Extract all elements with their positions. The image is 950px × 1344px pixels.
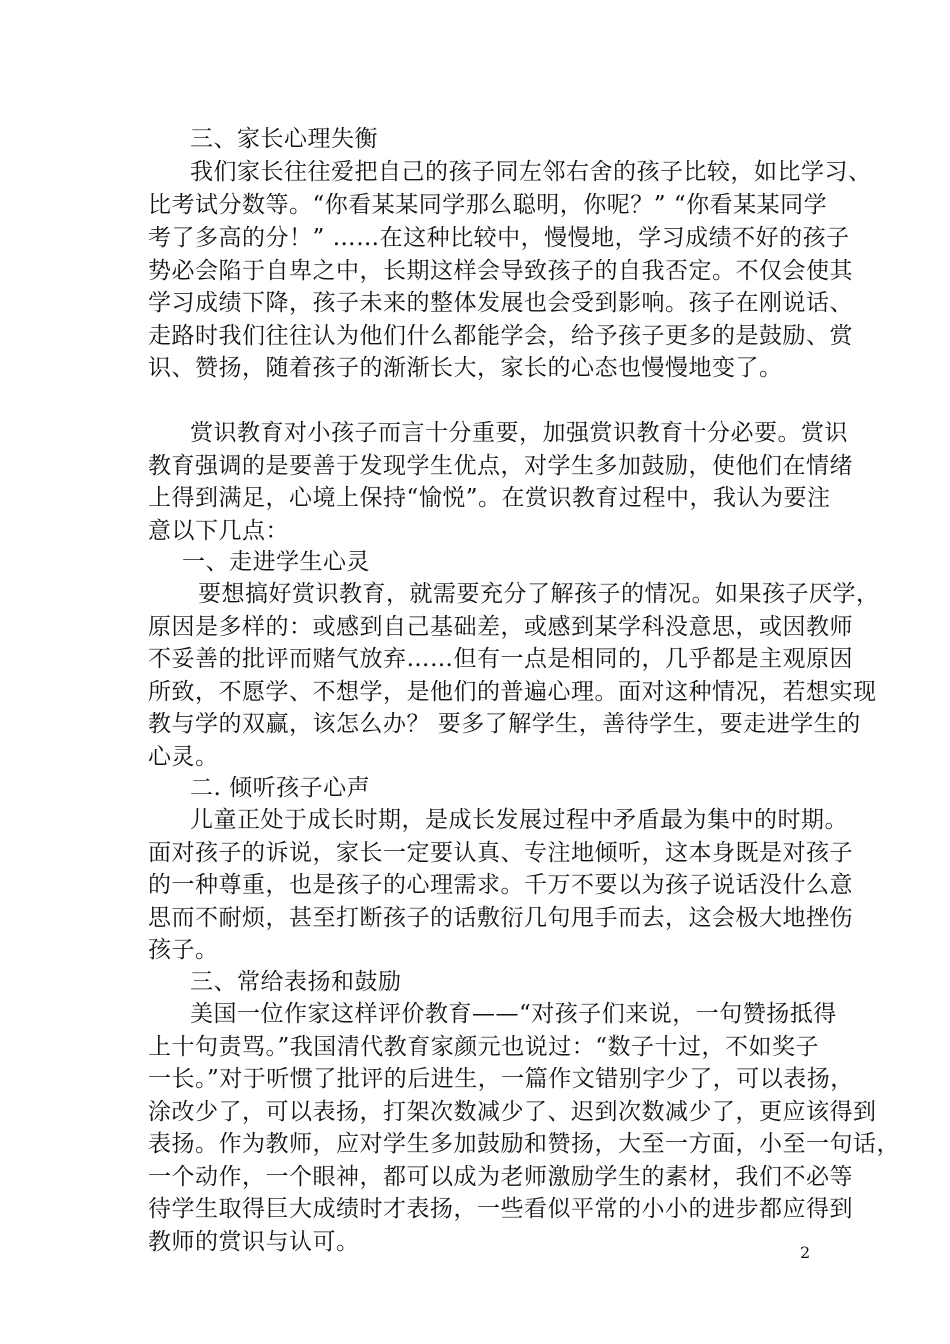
paragraph-line: 表扬。作为教师，应对学生多加鼓励和赞扬，大至一方面，小至一句话，: [148, 1131, 900, 1157]
section-heading: 三、家长心理失衡: [190, 126, 378, 152]
paragraph-line: 一长。”对于听惯了批评的后进生，一篇作文错别字少了，可以表扬，: [148, 1066, 854, 1092]
paragraph-line: 原因是多样的：或感到自己基础差，或感到某学科没意思，或因教师: [148, 614, 853, 640]
paragraph-line: 势必会陷于自卑之中，长期这样会导致孩子的自我否定。不仅会使其: [148, 258, 853, 284]
paragraph-line: 孩子。: [148, 937, 219, 963]
paragraph-line: 教育强调的是要善于发现学生优点，对学生多加鼓励，使他们在情绪: [148, 453, 853, 479]
section-heading: 二. 倾听孩子心声: [190, 775, 371, 801]
paragraph-line: 不妥善的批评而赌气放弃……但有一点是相同的，几乎都是主观原因: [148, 646, 853, 672]
paragraph-line: 教与学的双赢，该怎么办？ 要多了解学生，善待学生，要走进学生的: [148, 711, 861, 737]
paragraph-line: 一个动作，一个眼神，都可以成为老师激励学生的素材，我们不必等: [148, 1164, 853, 1190]
paragraph-line: 涂改少了，可以表扬，打架次数减少了、迟到次数减少了，更应该得到: [148, 1099, 877, 1125]
paragraph-line: 的一种尊重，也是孩子的心理需求。千万不要以为孩子说话没什么意: [148, 872, 853, 898]
paragraph-line: 教师的赏识与认可。: [148, 1229, 360, 1255]
paragraph-line: 我们家长往往爱把自己的孩子同左邻右舍的孩子比较，如比学习、: [190, 159, 872, 185]
paragraph-line: 所致，不愿学、不想学，是他们的普遍心理。面对这种情况，若想实现: [148, 679, 877, 705]
paragraph-line: 走路时我们往往认为他们什么都能学会，给予孩子更多的是鼓励、赏: [148, 323, 853, 349]
paragraph-line: 要想搞好赏识教育，就需要充分了解孩子的情况。如果孩子厌学，: [198, 581, 880, 607]
paragraph-line: 比考试分数等。“你看某某同学那么聪明，你呢？” “你看某某同学: [148, 192, 828, 218]
paragraph-line: 美国一位作家这样评价教育——“对孩子们来说，一句赞扬抵得: [190, 1001, 837, 1027]
paragraph-line: 识、赞扬，随着孩子的渐渐长大，家长的心态也慢慢地变了。: [148, 355, 783, 381]
paragraph-line: 学习成绩下降，孩子未来的整体发展也会受到影响。孩子在刚说话、: [148, 290, 853, 316]
paragraph-line: 赏识教育对小孩子而言十分重要，加强赏识教育十分必要。赏识: [190, 420, 848, 446]
paragraph-line: 上十句责骂。”我国清代教育家颜元也说过：“数子十过，不如奖子: [148, 1034, 820, 1060]
page-number: 2: [800, 1243, 811, 1262]
paragraph-line: 心灵。: [148, 744, 219, 770]
paragraph-line: 儿童正处于成长时期，是成长发展过程中矛盾最为集中的时期。: [190, 807, 848, 833]
paragraph-line: 意以下几点：: [148, 518, 289, 544]
paragraph-line: 面对孩子的诉说，家长一定要认真、专注地倾听，这本身既是对孩子: [148, 840, 853, 866]
section-heading: 一、走进学生心灵: [182, 549, 370, 575]
section-heading: 三、常给表扬和鼓励: [190, 969, 402, 995]
paragraph-line: 思而不耐烦，甚至打断孩子的话敷衍几句甩手而去，这会极大地挫伤: [148, 905, 853, 931]
paragraph-line: 上得到满足，心境上保持“愉悦”。在赏识教育过程中，我认为要注: [148, 485, 831, 511]
paragraph-line: 待学生取得巨大成绩时才表扬，一些看似平常的小小的进步都应得到: [148, 1196, 853, 1222]
paragraph-line: 考了多高的分！” ……在这种比较中，慢慢地，学习成绩不好的孩子: [148, 225, 850, 251]
